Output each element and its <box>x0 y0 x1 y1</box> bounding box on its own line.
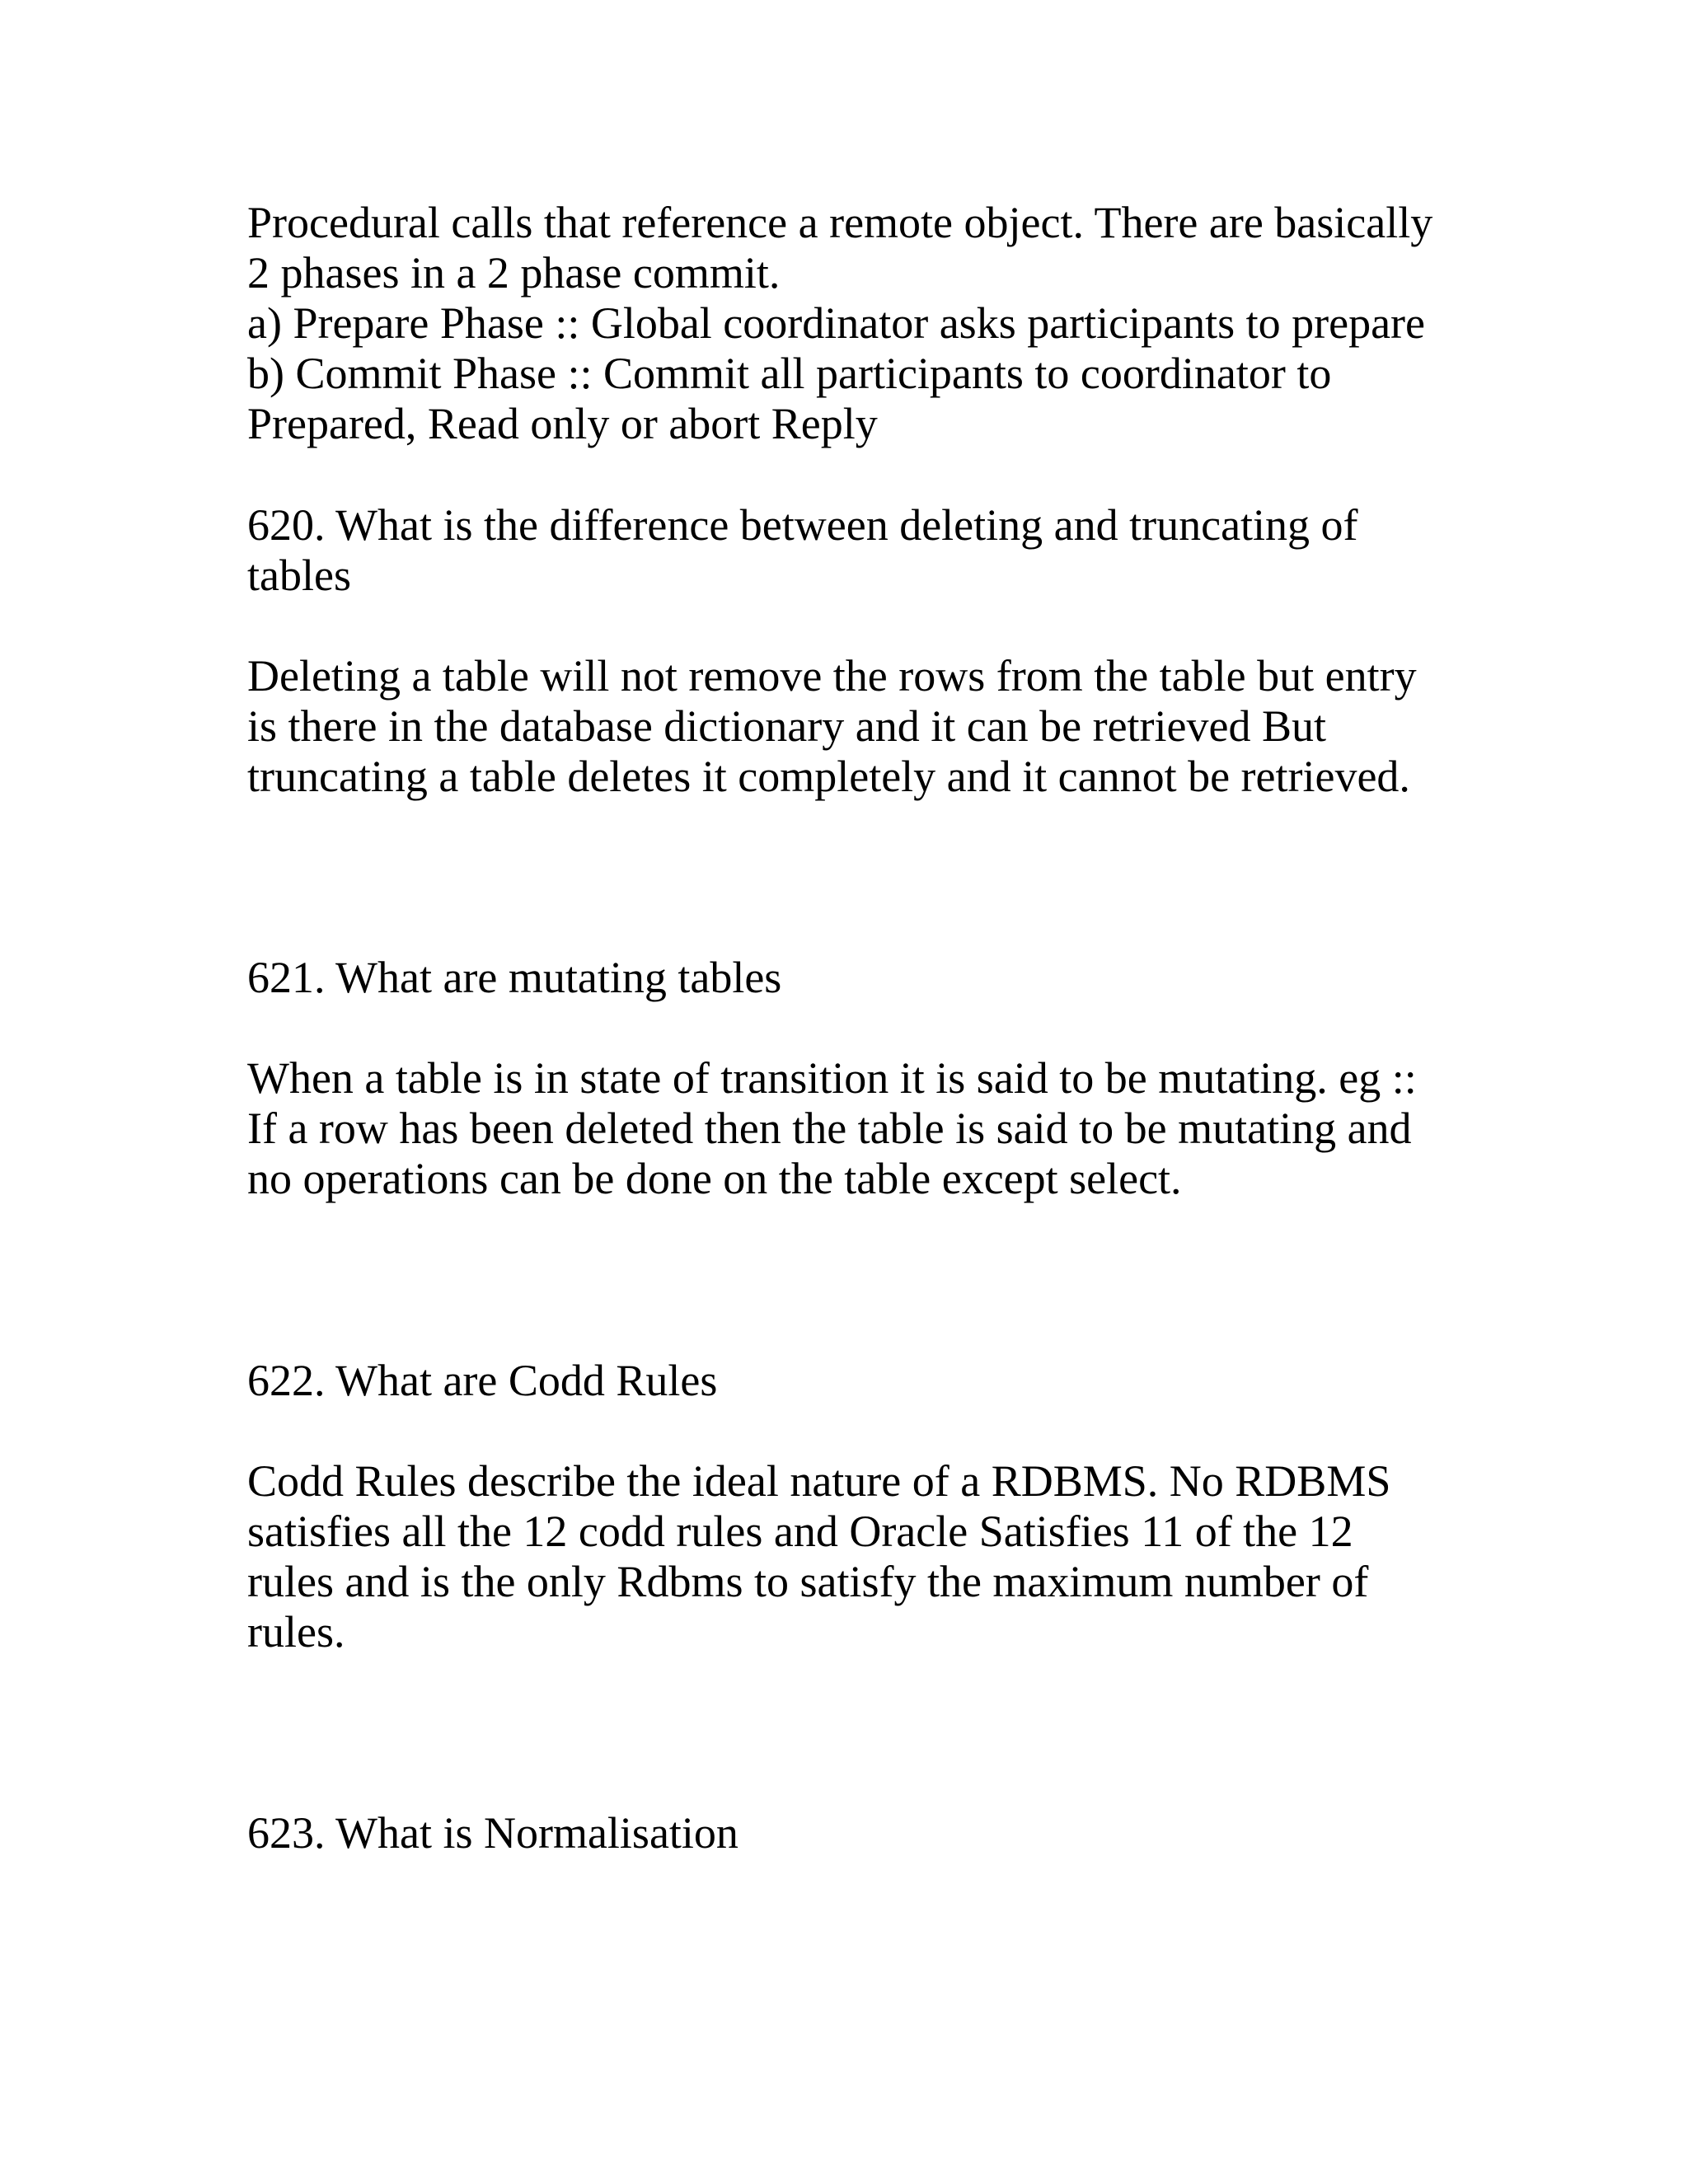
intro-line: Procedural calls that reference a remote object. There are basically <box>247 198 1433 247</box>
question-623-heading: 623. What is Normalisation <box>247 1808 738 1858</box>
answer-622-line: rules. <box>247 1607 345 1657</box>
answer-621-line: If a row has been deleted then the table is said to be mutating and <box>247 1104 1412 1153</box>
intro-line: 2 phases in a 2 phase commit. <box>247 248 781 298</box>
intro-line: b) Commit Phase :: Commit all participants to coordinator to <box>247 349 1332 398</box>
answer-622-line: satisfies all the 12 codd rules and Oracle Satisfies 11 of the 12 <box>247 1507 1353 1556</box>
answer-621-line: When a table is in state of transition it is said to be mutating. eg :: <box>247 1053 1417 1103</box>
answer-620-line: truncating a table deletes it completely and it cannot be retrieved. <box>247 752 1410 801</box>
question-620-heading: tables <box>247 551 351 600</box>
answer-622-line: rules and is the only Rdbms to satisfy the maximum number of <box>247 1557 1369 1606</box>
answer-621-line: no operations can be done on the table except select. <box>247 1154 1182 1203</box>
intro-line: Prepared, Read only or abort Reply <box>247 399 878 448</box>
answer-622-line: Codd Rules describe the ideal nature of a RDBMS. No RDBMS <box>247 1456 1391 1506</box>
answer-620-line: is there in the database dictionary and it can be retrieved But <box>247 701 1326 751</box>
question-622-heading: 622. What are Codd Rules <box>247 1356 718 1405</box>
intro-line: a) Prepare Phase :: Global coordinator asks participants to prepare <box>247 298 1425 348</box>
answer-620-line: Deleting a table will not remove the rows from the table but entry <box>247 651 1417 701</box>
question-620-heading: 620. What is the difference between deleting and truncating of <box>247 500 1358 550</box>
question-621-heading: 621. What are mutating tables <box>247 953 782 1002</box>
